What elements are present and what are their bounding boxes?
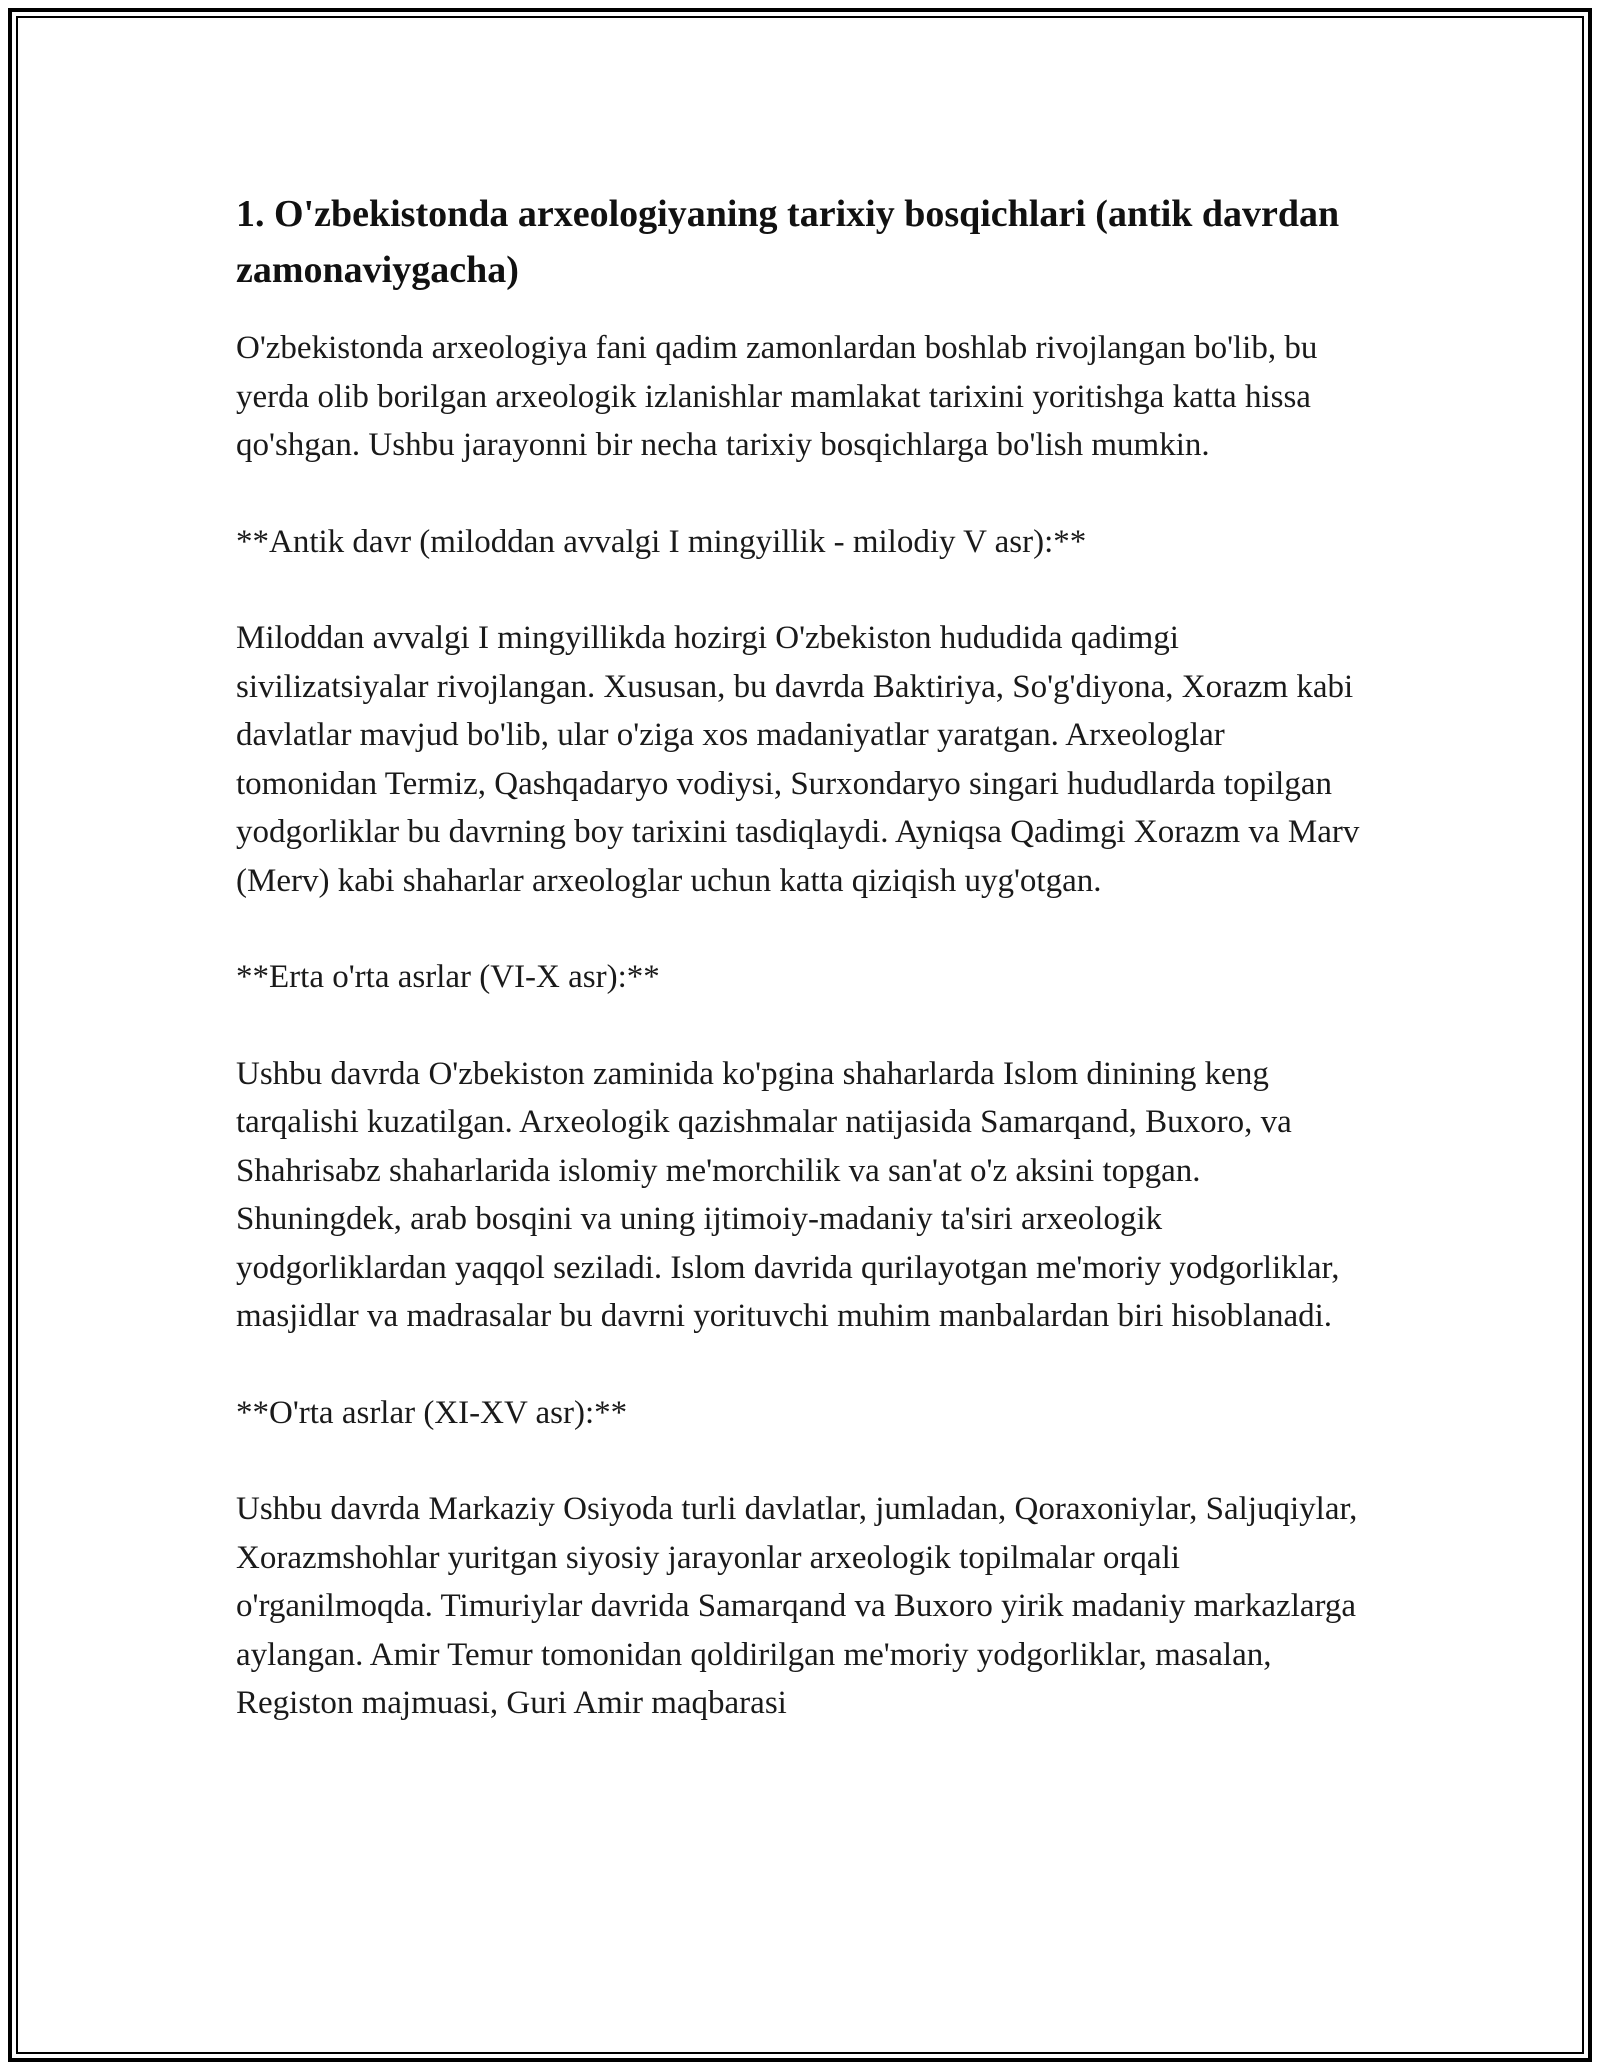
section-heading-orta-asrlar: **O'rta asrlar (XI-XV asr):** [236,1394,628,1431]
paragraph-erta-orta-asrlar: Ushbu davrda O'zbekiston zaminida ko'pgina shaharlarda Islom dinining keng tarqalishi kuzatilgan. Arxeologik qazishmalar natijasida Samarqand, Buxoro, va Shahrisabz shaharlarida islomiy me'morchilik va san'at o'z aksini topgan. Shuningdek, arab bosqini va uning ijtimoiy-madaniy ta'siri arxeologik yodgorliklardan yaqqol seziladi. Islom davrida qurilayotgan me'moriy yodgorliklar, masjidlar va madrasalar bu davrni yorituvchi muhim manbalardan biri hisoblanadi. [236,1055,1340,1334]
section-heading-erta-orta-asrlar: **Erta o'rta asrlar (VI-X asr):** [236,959,660,995]
intro-paragraph: O'zbekistonda arxeologiya fani qadim zamonlardan boshlab rivojlangan bo'lib, bu yerda olib borilgan arxeologik izlanishlar mamlakat tarixini yoritishga katta hissa qo'shgan. Ushbu jarayonni bir necha tarixiy bosqichlarga bo'lish mumkin. [236,330,1318,463]
document-body [236,186,1366,1776]
paragraph-antik: Miloddan avvalgi I mingyillikda hozirgi O'zbekiston hududida qadimgi sivilizatsiyalar rivojlangan. Xususan, bu davrda Baktiriya, So'g'diyona, Xorazm kabi davlatlar mavjud bo'lib, ular o'ziga xos madaniyatlar yaratgan. Arxeologlar tomonidan Termiz, Qashqadaryo vodiysi, Surxondaryo singari hududlarda topilgan yodgorliklar bu davrning boy tarixini tasdiqlaydi. Ayniqsa Qadimgi Xorazm va Marv (Merv) kabi shaharlar arxeologlar uchun katta qiziqish uyg'otgan. [236,620,1360,899]
document-title: 1. O'zbekistonda arxeologiyaning tarixiy bosqichlari (antik davrdan zamonaviygacha) [236,193,1340,291]
section-heading-antik: **Antik davr (miloddan avvalgi I mingyillik - milodiy V asr):** [236,523,1087,560]
paragraph-orta-asrlar: Ushbu davrda Markaziy Osiyoda turli davlatlar, jumladan, Qoraxoniylar, Saljuqiylar, Xorazmshohlar yuritgan siyosiy jarayonlar arxeologik topilmalar orqali o'rganilmoqda. Timuriylar davrida Samarqand va Buxoro yirik madaniy markazlarga aylangan. Amir Temur tomonidan qoldirilgan me'moriy yodgorliklar, masalan, Registon majmuasi, Guri Amir maqbarasi [236,1491,1358,1721]
